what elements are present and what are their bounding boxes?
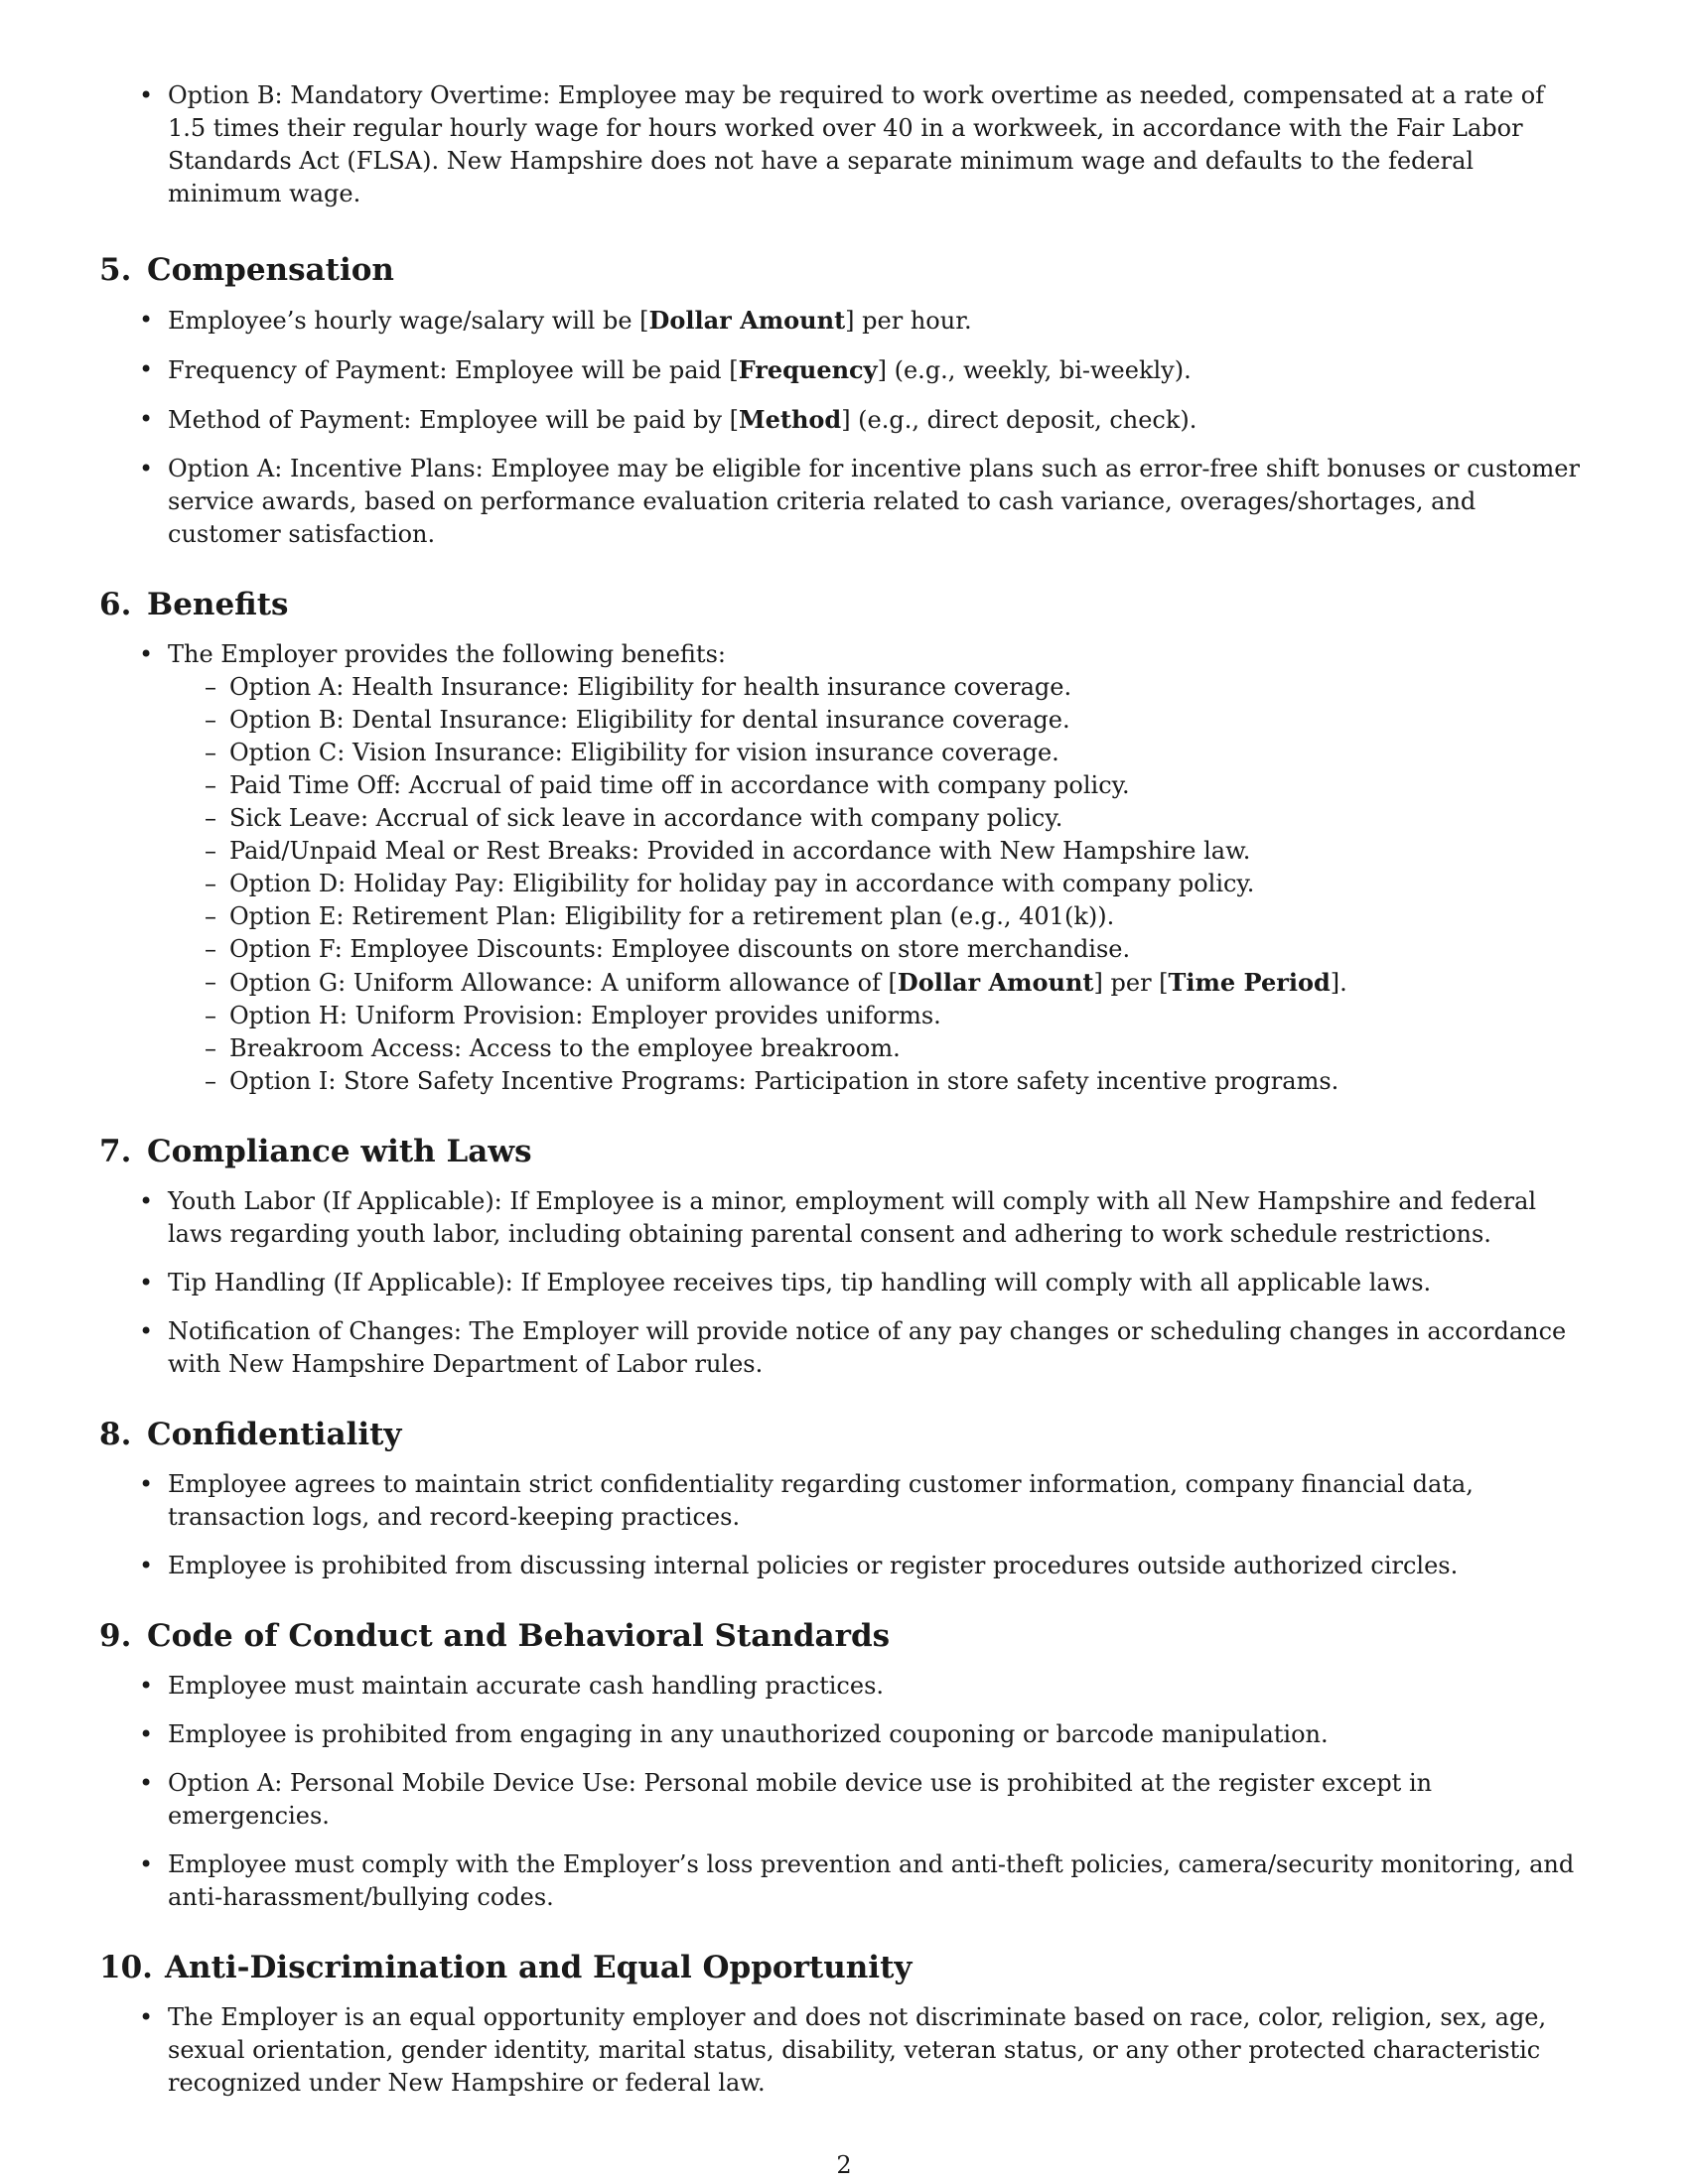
sublist-item: – Option A: Health Insurance: Eligibility for health insurance coverage. [168, 671, 1589, 704]
sublist-item: – Paid/Unpaid Meal or Rest Breaks: Provided in accordance with New Hampshire law. [168, 835, 1589, 868]
section-confidentiality [99, 1415, 1589, 1582]
list-item: • Frequency of Payment: Employee will be paid [Frequency] (e.g., weekly, bi-weekly). [99, 353, 1589, 387]
sublist-item: – Option H: Uniform Provision: Employer provides uniforms. [168, 1000, 1589, 1032]
list-item: • Method of Payment: Employee will be paid by [Method] (e.g., direct deposit, check). [99, 403, 1589, 437]
list-item: • Employee’s hourly wage/salary will be [Dollar Amount] per hour. [99, 304, 1589, 338]
section-title: Confidentiality [147, 1417, 402, 1452]
list-item: • Option A: Personal Mobile Device Use: Personal mobile device use is prohibited at the register except in emergencies. [99, 1767, 1589, 1833]
list-item: • The Employer provides the following benefits: – Option A: Health Insurance: Eligibility for health insurance coverage. – Option B: Dental Insurance: Eligibility for dental insurance coverage. – Option C: Vision Insurance: Eligibility for vision insurance coverage. – Paid Time Off: Accrual of paid time off in accordance with company policy. – Sick Leave: Accrual of sick leave in accordance with company policy. – Paid/Unpaid Meal or Rest Breaks: Provided in accordance with New Hampshire law. – Option D: Holiday Pay: Eligibility for holiday pay in accordance with company policy. – Option E: Retirement Plan: Eligibility for a retirement plan (e.g., 401(k)). – Option F: Employee Discounts: Employee discounts on store merchandise. – Option G: Uniform Allowance: A uniform allowance of [Dollar Amount] per [Time Period]. – Option H: Uniform Provision: Employer provides uniforms. – Breakroom Access: Access to the employee breakroom. – Option I: Store Safety Incentive Programs: Participation in store safety incentive programs. [99, 638, 1589, 1098]
placeholder-field: Dollar Amount [648, 306, 846, 335]
list-item: • Employee must comply with the Employer’s loss prevention and anti-theft policies, camera/security monitoring, and anti-harassment/bullying codes. [99, 1848, 1589, 1914]
placeholder-field: Time Period [1168, 968, 1331, 997]
sublist-item: – Option E: Retirement Plan: Eligibility for a retirement plan (e.g., 401(k)). [168, 900, 1589, 933]
section-conduct [99, 1616, 1589, 1914]
sublist-item: – Option B: Dental Insurance: Eligibility for dental insurance coverage. [168, 704, 1589, 737]
list-item: • Notification of Changes: The Employer will provide notice of any pay changes or scheduling changes in accordance with New Hampshire Department of Labor rules. [99, 1315, 1589, 1381]
list-item: • Tip Handling (If Applicable): If Employee receives tips, tip handling will comply with all applicable laws. [99, 1267, 1589, 1299]
list-item: • The Employer is an equal opportunity employer and does not discriminate based on race, color, religion, sex, age, sexual orientation, gender identity, marital status, disability, veteran status, or any other protected characteristic recognized under New Hampshire or federal law. [99, 2001, 1589, 2100]
sublist-item: – Option G: Uniform Allowance: A uniform allowance of [Dollar Amount] per [Time Period]. [168, 966, 1589, 1000]
page-number: 2 [836, 2151, 852, 2179]
placeholder-field: Method [739, 405, 842, 434]
sublist-item: – Breakroom Access: Access to the employee breakroom. [168, 1032, 1589, 1065]
section-anti-discrimination [99, 1948, 1589, 2100]
section-title: Anti-Discrimination and Equal Opportunity [165, 1950, 913, 1985]
section-compliance [99, 1132, 1589, 1381]
placeholder-field: Dollar Amount [897, 968, 1094, 997]
benefits-sublist [168, 671, 1589, 1098]
section-heading: 9. Code of Conduct and Behavioral Standards [99, 1618, 891, 1654]
section-heading: 5. Compensation [99, 252, 394, 288]
sublist-item: – Option C: Vision Insurance: Eligibility for vision insurance coverage. [168, 737, 1589, 769]
list-item: • Employee is prohibited from engaging in any unauthorized couponing or barcode manipulation. [99, 1718, 1589, 1751]
section-heading: 10. Anti-Discrimination and Equal Opportunity [99, 1950, 913, 1985]
section-title: Code of Conduct and Behavioral Standards [147, 1618, 891, 1654]
section-title: Benefits [147, 587, 289, 622]
section-heading: 8. Confidentiality [99, 1417, 402, 1452]
list-item: • Employee must maintain accurate cash handling practices. [99, 1670, 1589, 1703]
section-heading: 6. Benefits [99, 587, 289, 622]
list-item: • Option A: Incentive Plans: Employee may be eligible for incentive plans such as error-free shift bonuses or customer service awards, based on performance evaluation criteria related to cash variance, overages/shortages, and customer satisfaction. [99, 453, 1589, 551]
sublist-item: – Paid Time Off: Accrual of paid time off in accordance with company policy. [168, 769, 1589, 802]
sublist-item: – Option I: Store Safety Incentive Programs: Participation in store safety incentive programs. [168, 1065, 1589, 1098]
list-item: • Employee is prohibited from discussing internal policies or register procedures outside authorized circles. [99, 1550, 1589, 1582]
document-page [99, 79, 1589, 2133]
list-item: • Option B: Mandatory Overtime: Employee may be required to work overtime as needed, compensated at a rate of 1.5 times their regular hourly wage for hours worked over 40 in a workweek, in accordance with the Fair Labor Standards Act (FLSA). New Hampshire does not have a separate minimum wage and defaults to the federal minimum wage. [99, 79, 1589, 210]
section-title: Compliance with Laws [147, 1134, 532, 1169]
section-title: Compensation [147, 252, 394, 288]
overtime-continuation [99, 79, 1589, 210]
sublist-item: – Option D: Holiday Pay: Eligibility for holiday pay in accordance with company policy. [168, 868, 1589, 900]
sublist-item: – Option F: Employee Discounts: Employee discounts on store merchandise. [168, 933, 1589, 966]
list-item: • Youth Labor (If Applicable): If Employee is a minor, employment will comply with all New Hampshire and federal laws regarding youth labor, including obtaining parental consent and adhering to work schedule restrictions. [99, 1185, 1589, 1251]
section-compensation [99, 250, 1589, 551]
sublist-item: – Sick Leave: Accrual of sick leave in accordance with company policy. [168, 802, 1589, 835]
placeholder-field: Frequency [738, 355, 878, 384]
section-heading: 7. Compliance with Laws [99, 1134, 532, 1169]
section-benefits [99, 585, 1589, 1098]
list-item: • Employee agrees to maintain strict confidentiality regarding customer information, company financial data, transaction logs, and record-keeping practices. [99, 1468, 1589, 1534]
